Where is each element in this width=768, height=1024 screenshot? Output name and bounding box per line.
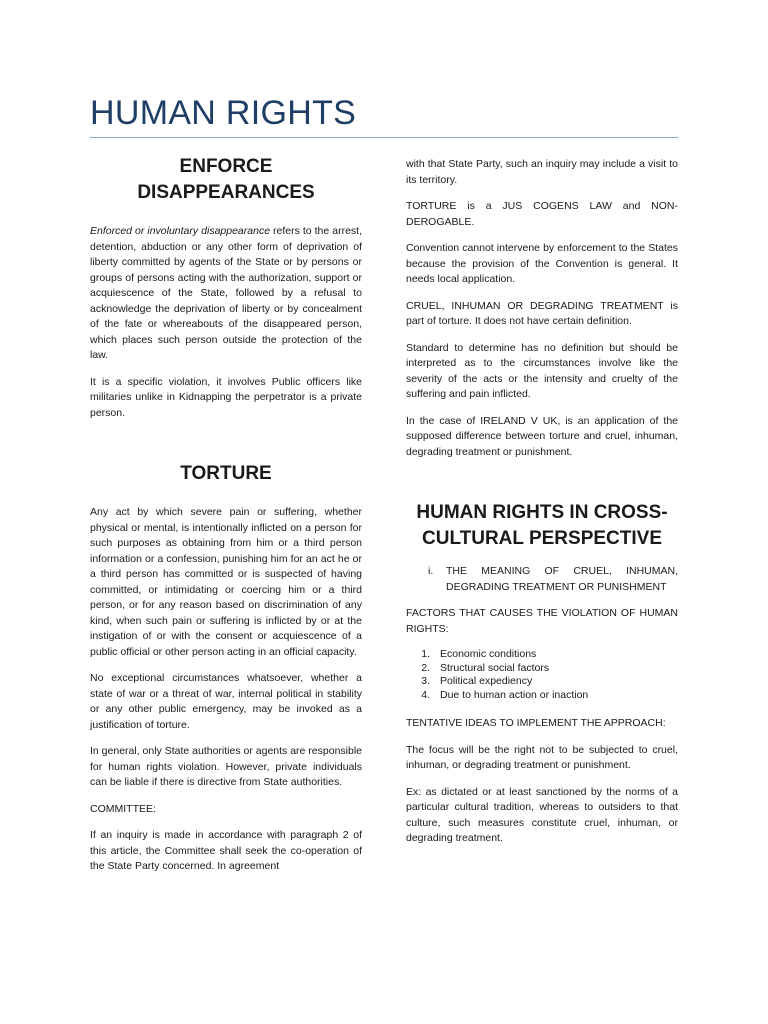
paragraph-convention: Convention cannot intervene by enforcement to the States because the provision of the Convention is general. It needs local application. [406, 242, 678, 285]
paragraph-committee-label: COMMITTEE: [90, 802, 156, 815]
list-item: 1. Economic conditions [421, 648, 537, 660]
heading-cross-cultural: HUMAN RIGHTS IN CROSS-CULTURAL PERSPECTIVE [416, 502, 668, 549]
paragraph-standard: Standard to determine has no definition but should be interpreted as to the circumstances involve like the severity of the acts or the intensity and cruelty of the suffering and pain inflicted. [406, 341, 678, 400]
paragraph-disappearance-definition [90, 224, 362, 364]
roman-item-text: THE MEANING OF CRUEL, INHUMAN, DEGRADING TREATMENT OR PUNISHMENT [446, 565, 678, 593]
factors-list [406, 648, 678, 702]
roman-list-item [406, 564, 678, 595]
paragraph-inquiry: If an inquiry is made in accordance with paragraph 2 of this article, the Committee shall seek the co-operation of the State Party concerned. In agreement [90, 829, 362, 872]
paragraph-focus: The focus will be the right not to be subjected to cruel, inhuman, or degrading treatment or punishment. [406, 743, 678, 771]
roman-numeral: i. [428, 565, 434, 577]
left-column [90, 140, 362, 875]
term-enforced-disappearance: Enforced or involuntary disappearance [90, 225, 271, 237]
paragraph-cruel-inhuman: CRUEL, INHUMAN OR DEGRADING TREATMENT is part of torture. It does not have certain definition. [406, 299, 678, 327]
paragraph-torture-definition: Any act by which severe pain or suffering, whether physical or mental, is intentionally inflicted on a person for such purposes as obtaining from him or a third person information or a confession, punishing him for an act he or a third person has committed or is suspected of having committed, or intimidating or coercing him or a third person, or for any reason based on discrimination of any kind, when such pain or suffering is inflicted by or at the instigation of or with the consent or acquiescence of a public official or other person acting in an official capacity. [90, 506, 362, 658]
paragraph-state-authorities: In general, only State authorities or agents are responsible for human rights violation. However, private individuals can be liable if there is directive from State authorities. [90, 745, 363, 788]
paragraph-specific-violation: It is a specific violation, it involves Public officers like militaries unlike in Kidnapping the perpetrator is a private person. [90, 375, 362, 419]
heading-enforce-disappearances: ENFORCE DISAPPEARANCES [137, 156, 315, 203]
paragraph-no-exceptional-circumstances: No exceptional circumstances whatsoever, whether a state of war or a threat of war, internal political in stability or any other public emergency, may be invoked as a justification of torture. [90, 672, 362, 731]
heading-torture: TORTURE [180, 463, 272, 484]
page-title: HUMAN RIGHTS [90, 94, 357, 132]
paragraph-tentative-ideas: TENTATIVE IDEAS TO IMPLEMENT THE APPROACH: [406, 717, 666, 729]
right-column [406, 157, 678, 847]
list-item: 4. Due to human action or inaction [421, 688, 589, 701]
paragraph-jus-cogens: TORTURE is a JUS COGENS LAW and NON-DEROGABLE. [406, 200, 678, 228]
paragraph-ireland-v-uk: In the case of IRELAND V UK, is an application of the supposed difference between torture and cruel, inhuman, degrading treatment or punishment. [406, 414, 678, 458]
title-divider [90, 137, 678, 138]
list-item: 2. Structural social factors [421, 661, 550, 674]
paragraph-inquiry-continued: with that State Party, such an inquiry may include a visit to its territory. [406, 158, 678, 186]
paragraph-factors: FACTORS THAT CAUSES THE VIOLATION OF HUMAN RIGHTS: [406, 607, 678, 635]
paragraph-example: Ex: as dictated or at least sanctioned by the norms of a particular cultural tradition, whereas to outsiders to that culture, such measures constitute cruel, inhuman, or degrading treatment. [406, 785, 678, 844]
list-item: 3. Political expediency [421, 675, 533, 687]
definition-text: refers to the arrest, detention, abduction or any other form of deprivation of liberty committed by agents of the State or by persons or groups of persons acting with the authorization, support or acquiescence of the State, followed by a refusal to acknowledge the deprivation of liberty or by concealment of the fate or whereabouts of the disappeared person, which places such person outside the protection of the law. [90, 225, 362, 361]
